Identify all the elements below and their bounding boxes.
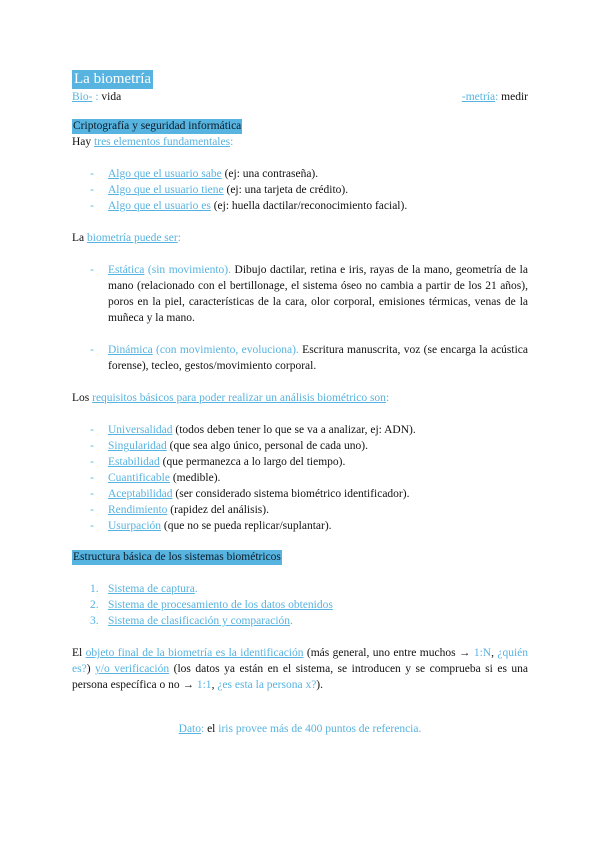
estructura-list — [72, 581, 528, 629]
list-number: 3. — [90, 615, 99, 627]
list-item: - Singularidad (que sea algo único, personal de cada uno). — [90, 438, 528, 454]
dato-note: Dato: el iris provee más de 400 puntos de referencia. — [178, 722, 422, 735]
etymology-bio — [72, 89, 121, 105]
metria-meaning: medir — [501, 91, 528, 103]
list-number: 2. — [90, 599, 99, 611]
section3-intro: Los requisitos básicos para poder realizar un análisis biométrico son: — [72, 392, 390, 404]
section3-intro-link: requisitos básicos para poder realizar un análisis biométrico son — [92, 392, 386, 404]
requisitos-list — [72, 422, 528, 534]
list-item: - Algo que el usuario es (ej: huella dactilar/reconocimiento facial). — [90, 198, 528, 214]
list-item: - Aceptabilidad (ser considerado sistema biométrico identificador). — [90, 486, 528, 502]
list-item: - Dinámica (con movimiento, evoluciona). Escritura manuscrita, voz (se encarga la acústica forense), tecleo, gestos/movimiento corporal. — [90, 342, 528, 374]
document-title: La biometría — [74, 71, 152, 87]
identificacion-paragraph: El objeto final de la biometría es la identificación (más general, uno entre muchos → 1:N, ¿quién es?) y/o verificación (los datos ya están en el sistema, se introducen y se comprueba si es una persona específica o no → 1:1, ¿es esta la persona x?). — [72, 647, 529, 691]
section2-intro: La biometría puede ser: — [72, 232, 181, 244]
list-number: 1. — [90, 583, 99, 595]
bio-meaning: vida — [101, 91, 122, 103]
section-heading-estructura: Estructura básica de los sistemas biométricos — [73, 551, 281, 563]
list-item: - Universalidad (todos deben tener lo que se va a analizar, ej: ADN). — [90, 422, 528, 438]
bio-separator: : — [95, 91, 99, 103]
document-page — [72, 70, 528, 748]
etymology-metria — [462, 89, 528, 105]
biometria-types-list — [72, 262, 528, 326]
metria-term: -metría — [461, 91, 496, 103]
metria-separator: : — [495, 91, 499, 103]
section1-intro: Hay tres elementos fundamentales: — [72, 136, 234, 148]
etymology-row — [72, 89, 528, 105]
section2-intro-link: biometría puede ser — [87, 232, 178, 244]
section1-intro-link: tres elementos fundamentales — [94, 136, 231, 148]
dato-label: Dato — [178, 722, 201, 735]
list-item: 2. Sistema de procesamiento de los datos obtenidos — [90, 599, 333, 611]
section-heading-criptografia: Criptografía y seguridad informática — [73, 120, 242, 132]
list-item: 1. Sistema de captura. — [90, 583, 198, 595]
list-item: - Algo que el usuario sabe (ej: una contraseña). — [90, 166, 528, 182]
list-item: - Estabilidad (que permanezca a lo largo del tiempo). — [90, 454, 528, 470]
list-item: - Usurpación (que no se pueda replicar/suplantar). — [90, 518, 528, 534]
list-item: - Estática (sin movimiento). Dibujo dactilar, retina e iris, rayas de la mano, geometría de la mano (relacionado con el bertillonage, el sistema óseo no cambia a partir de los 21 años), poros en la piel, características de la cara, olor corporal, emisiones térmicas, venas de la muñeca y la mano. — [90, 262, 528, 326]
biometria-types-list-2 — [72, 342, 528, 374]
list-item: - Algo que el usuario tiene (ej: una tarjeta de crédito). — [90, 182, 528, 198]
list-item: 3. Sistema de clasificación y comparación. — [90, 615, 293, 627]
list-item: - Rendimiento (rapidez del análisis). — [90, 502, 528, 518]
list-item: - Cuantificable (medible). — [90, 470, 528, 486]
bio-term: Bio- — [72, 91, 93, 103]
elements-list — [72, 166, 528, 214]
